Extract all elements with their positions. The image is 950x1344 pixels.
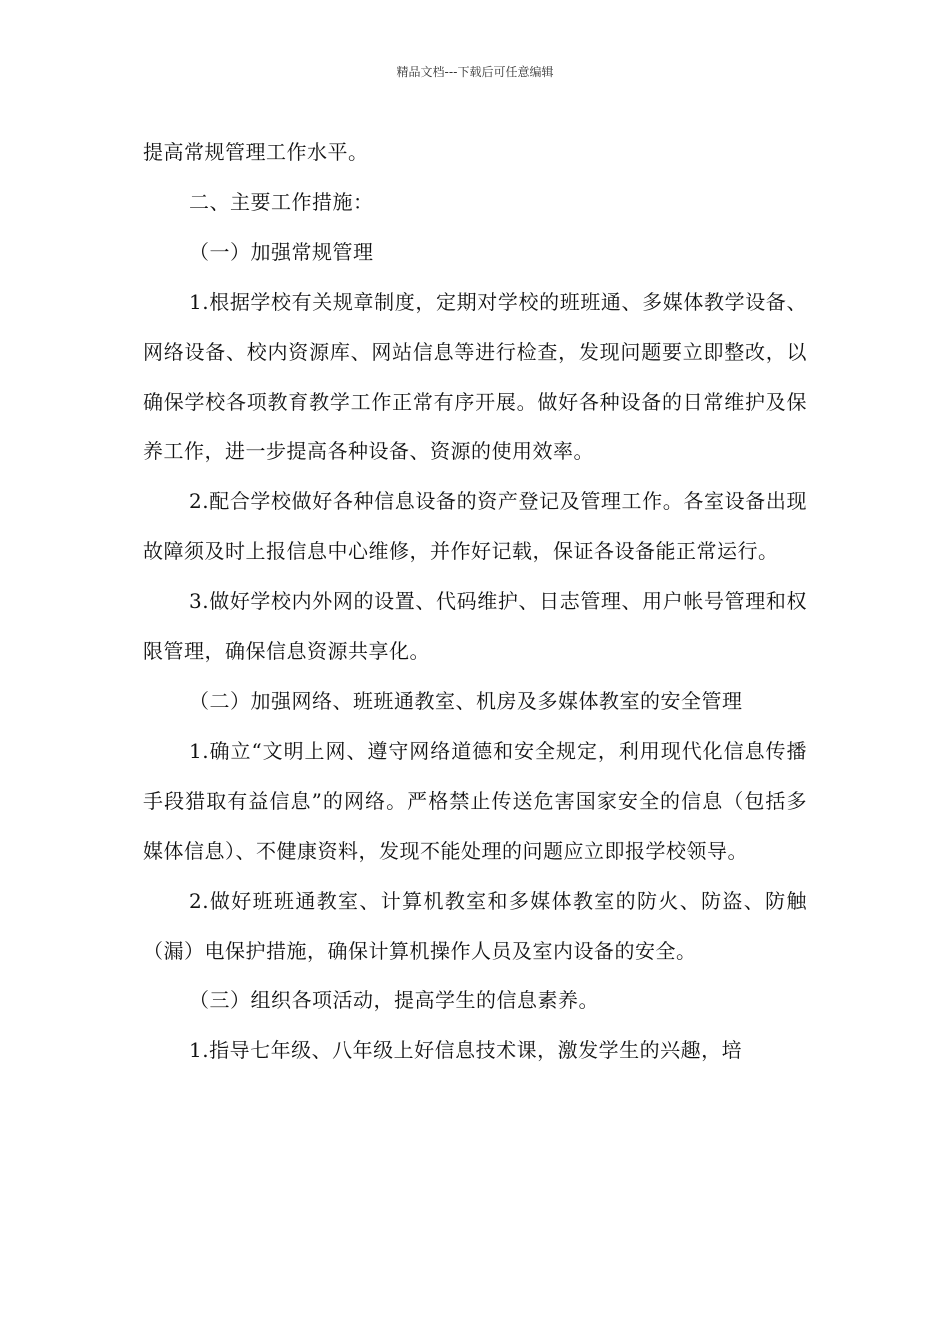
paragraph-item-2-2: 2.做好班班通教室、计算机教室和多媒体教室的防火、防盗、防触（漏）电保护措施，确保计算机操作人员及室内设备的安全。 xyxy=(143,888,807,963)
subsection-heading-activities: （三）组织各项活动，提高学生的信息素养。 xyxy=(189,988,599,1013)
paragraph-item-1-1: 1.根据学校有关规章制度，定期对学校的班班通、多媒体教学设备、网络设备、校内资源库、网站信息等进行检查，发现问题要立即整改，以确保学校各项教育教学工作正常有序开展。做好各种设备的日常维护及保养工作，进一步提高各种设备、资源的使用效率。 xyxy=(143,289,807,464)
paragraph-item-3-1: 1.指导七年级、八年级上好信息技术课，激发学生的兴趣，培 xyxy=(189,1038,743,1063)
paragraph-item-2-1: 1.确立“文明上网、遵守网络道德和安全规定，利用现代化信息传播手段猎取有益信息”的网络。严格禁止传送危害国家安全的信息（包括多媒体信息）、不健康资料，发现不能处理的问题应立即报学校领导。 xyxy=(143,738,807,863)
subsection-heading-routine: （一）加强常规管理 xyxy=(189,239,374,264)
paragraph-item-1-2: 2.配合学校做好各种信息设备的资产登记及管理工作。各室设备出现故障须及时上报信息中心维修，并作好记载，保证各设备能正常运行。 xyxy=(143,489,807,564)
document-body xyxy=(143,128,807,1076)
paragraph-continuation: 提高常规管理工作水平。 xyxy=(143,140,369,164)
paragraph-item-1-3: 3.做好学校内外网的设置、代码维护、日志管理、用户帐号管理和权限管理，确保信息资源共享化。 xyxy=(143,589,807,664)
subsection-heading-security: （二）加强网络、班班通教室、机房及多媒体教室的安全管理 xyxy=(189,688,743,713)
section-heading-measures: 二、主要工作措施： xyxy=(189,189,374,214)
page-header: 精品文档---下载后可任意编辑 xyxy=(396,65,554,79)
